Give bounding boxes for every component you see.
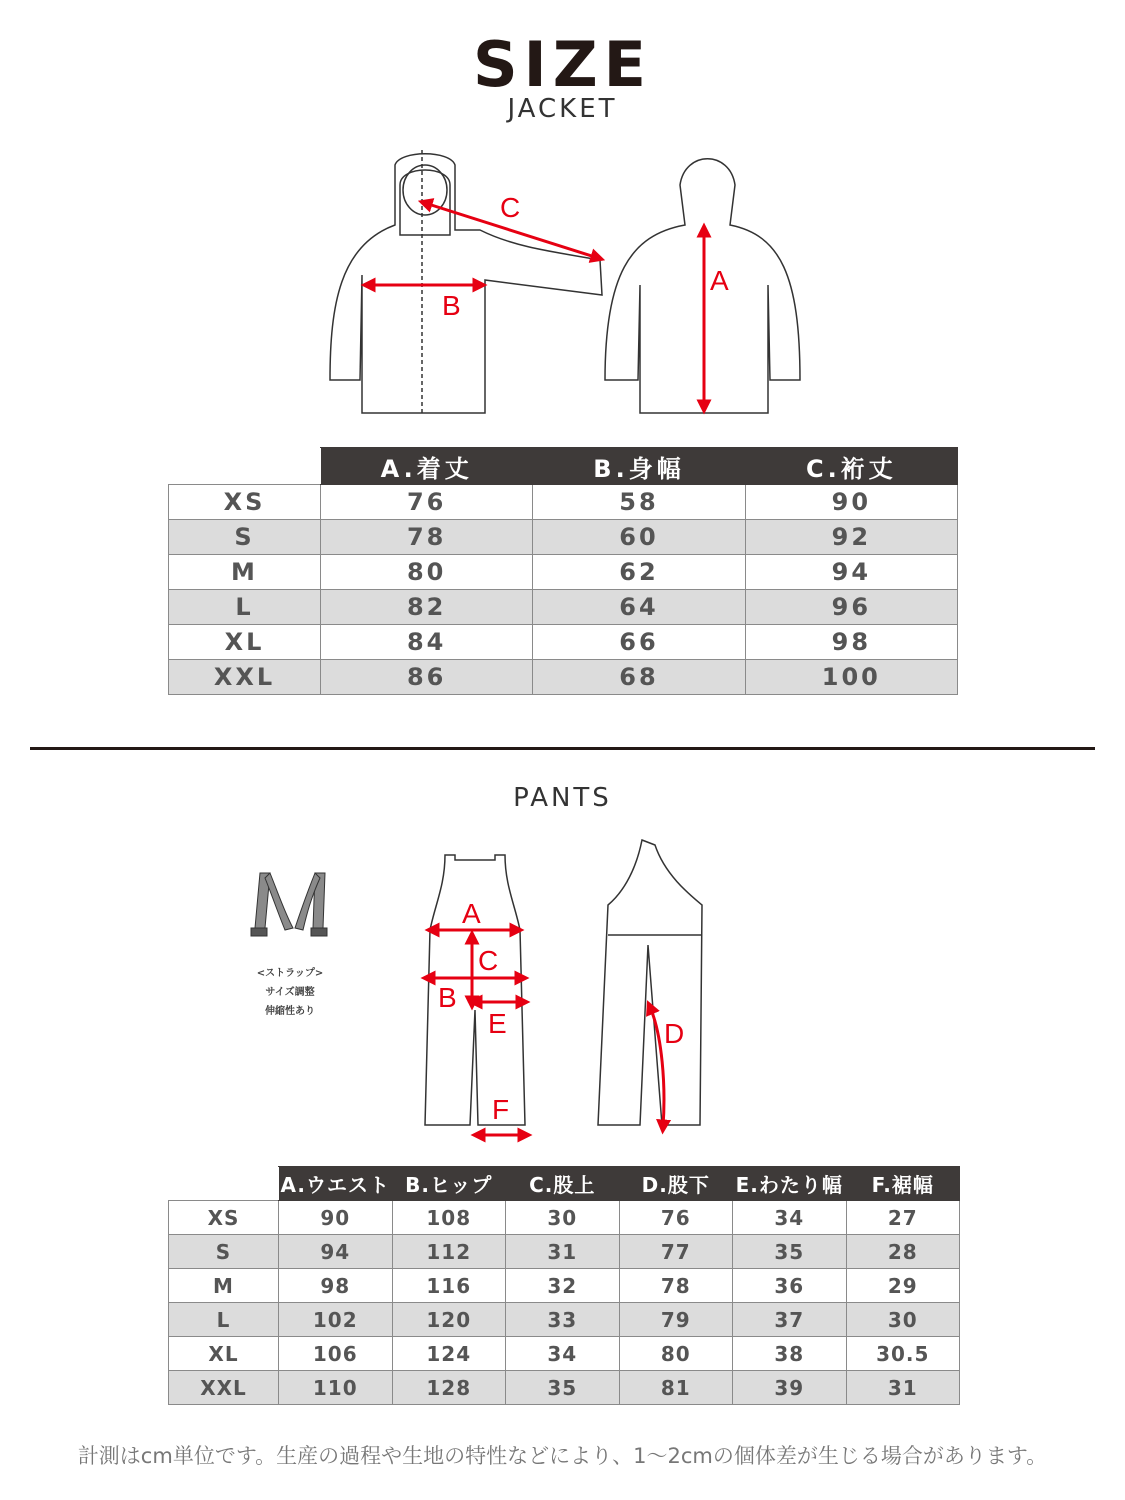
table-row bbox=[169, 625, 958, 660]
size-cell: L bbox=[169, 1303, 279, 1337]
value-cell: 29 bbox=[846, 1269, 960, 1303]
value-cell: 78 bbox=[321, 520, 533, 555]
value-cell: 90 bbox=[279, 1201, 393, 1235]
pants-label-d: D bbox=[664, 1018, 685, 1049]
value-cell: 86 bbox=[321, 660, 533, 695]
value-cell: 36 bbox=[733, 1269, 847, 1303]
size-cell: M bbox=[169, 555, 321, 590]
value-cell: 33 bbox=[506, 1303, 620, 1337]
value-cell: 35 bbox=[733, 1235, 847, 1269]
value-cell: 92 bbox=[745, 520, 957, 555]
value-cell: 94 bbox=[279, 1235, 393, 1269]
header-blank bbox=[169, 448, 321, 485]
value-cell: 37 bbox=[733, 1303, 847, 1337]
value-cell: 58 bbox=[533, 485, 745, 520]
header-sleeve: C.裄丈 bbox=[745, 448, 957, 485]
header-width: B.身幅 bbox=[533, 448, 745, 485]
header-hem: F.裾幅 bbox=[846, 1167, 960, 1201]
pants-label-f: F bbox=[492, 1094, 510, 1125]
value-cell: 90 bbox=[745, 485, 957, 520]
value-cell: 128 bbox=[392, 1371, 506, 1405]
value-cell: 110 bbox=[279, 1371, 393, 1405]
pants-label-e: E bbox=[488, 1008, 507, 1039]
value-cell: 98 bbox=[279, 1269, 393, 1303]
pants-label-c: C bbox=[478, 945, 499, 976]
value-cell: 76 bbox=[321, 485, 533, 520]
header-waist: A.ウエスト bbox=[279, 1167, 393, 1201]
value-cell: 34 bbox=[733, 1201, 847, 1235]
value-cell: 34 bbox=[506, 1337, 620, 1371]
table-row bbox=[169, 590, 958, 625]
table-header-row bbox=[169, 448, 958, 485]
jacket-label-a: A bbox=[710, 265, 729, 296]
value-cell: 64 bbox=[533, 590, 745, 625]
jacket-subtitle: JACKET bbox=[507, 94, 618, 124]
value-cell: 62 bbox=[533, 555, 745, 590]
strap-icon bbox=[245, 868, 335, 948]
value-cell: 78 bbox=[619, 1269, 733, 1303]
table-row bbox=[169, 1337, 960, 1371]
value-cell: 77 bbox=[619, 1235, 733, 1269]
value-cell: 35 bbox=[506, 1371, 620, 1405]
value-cell: 80 bbox=[619, 1337, 733, 1371]
value-cell: 94 bbox=[745, 555, 957, 590]
header-hip: B.ヒップ bbox=[392, 1167, 506, 1201]
header-thigh: E.わたり幅 bbox=[733, 1167, 847, 1201]
jacket-label-b: B bbox=[442, 290, 461, 321]
value-cell: 30.5 bbox=[846, 1337, 960, 1371]
value-cell: 112 bbox=[392, 1235, 506, 1269]
value-cell: 84 bbox=[321, 625, 533, 660]
table-row bbox=[169, 660, 958, 695]
pants-label-a: A bbox=[462, 898, 481, 929]
value-cell: 39 bbox=[733, 1371, 847, 1405]
value-cell: 82 bbox=[321, 590, 533, 625]
pants-diagram bbox=[400, 835, 740, 1145]
value-cell: 120 bbox=[392, 1303, 506, 1337]
header-blank bbox=[169, 1167, 279, 1201]
value-cell: 100 bbox=[745, 660, 957, 695]
strap-note-1: <ストラップ> bbox=[256, 968, 324, 979]
value-cell: 102 bbox=[279, 1303, 393, 1337]
size-cell: XL bbox=[169, 625, 321, 660]
page-title: SIZE bbox=[472, 28, 653, 101]
value-cell: 27 bbox=[846, 1201, 960, 1235]
table-header-row bbox=[169, 1167, 960, 1201]
value-cell: 96 bbox=[745, 590, 957, 625]
value-cell: 79 bbox=[619, 1303, 733, 1337]
table-row bbox=[169, 1371, 960, 1405]
value-cell: 98 bbox=[745, 625, 957, 660]
value-cell: 116 bbox=[392, 1269, 506, 1303]
value-cell: 32 bbox=[506, 1269, 620, 1303]
value-cell: 31 bbox=[846, 1371, 960, 1405]
measurement-footnote: 計測はcm単位です。生産の過程や生地の特性などにより、1～2cmの個体差が生じる場合があります。 bbox=[77, 1444, 1048, 1468]
value-cell: 38 bbox=[733, 1337, 847, 1371]
size-cell: S bbox=[169, 1235, 279, 1269]
strap-note-2: サイズ調整 bbox=[265, 987, 315, 998]
size-cell: XS bbox=[169, 485, 321, 520]
header-rise: C.股上 bbox=[506, 1167, 620, 1201]
pants-back-outline bbox=[598, 840, 702, 1125]
table-row bbox=[169, 1235, 960, 1269]
table-row bbox=[169, 485, 958, 520]
size-cell: XXL bbox=[169, 1371, 279, 1405]
table-row bbox=[169, 520, 958, 555]
size-cell: M bbox=[169, 1269, 279, 1303]
value-cell: 30 bbox=[506, 1201, 620, 1235]
size-cell: XS bbox=[169, 1201, 279, 1235]
section-divider bbox=[30, 747, 1095, 750]
pants-size-table bbox=[168, 1166, 960, 1405]
header-length: A.着丈 bbox=[321, 448, 533, 485]
value-cell: 66 bbox=[533, 625, 745, 660]
jacket-size-table bbox=[168, 447, 958, 695]
jacket-diagram bbox=[300, 145, 820, 425]
table-row bbox=[169, 1201, 960, 1235]
strap-note-3: 伸縮性あり bbox=[265, 1006, 315, 1017]
value-cell: 81 bbox=[619, 1371, 733, 1405]
jacket-front-outline bbox=[330, 150, 602, 413]
value-cell: 124 bbox=[392, 1337, 506, 1371]
table-row bbox=[169, 555, 958, 590]
size-cell: S bbox=[169, 520, 321, 555]
value-cell: 106 bbox=[279, 1337, 393, 1371]
table-row bbox=[169, 1303, 960, 1337]
jacket-label-c: C bbox=[500, 192, 521, 223]
value-cell: 80 bbox=[321, 555, 533, 590]
size-cell: XXL bbox=[169, 660, 321, 695]
value-cell: 28 bbox=[846, 1235, 960, 1269]
value-cell: 30 bbox=[846, 1303, 960, 1337]
pants-subtitle: PANTS bbox=[513, 783, 612, 813]
value-cell: 68 bbox=[533, 660, 745, 695]
value-cell: 76 bbox=[619, 1201, 733, 1235]
table-row bbox=[169, 1269, 960, 1303]
header-inseam: D.股下 bbox=[619, 1167, 733, 1201]
value-cell: 31 bbox=[506, 1235, 620, 1269]
size-cell: L bbox=[169, 590, 321, 625]
size-cell: XL bbox=[169, 1337, 279, 1371]
value-cell: 60 bbox=[533, 520, 745, 555]
value-cell: 108 bbox=[392, 1201, 506, 1235]
pants-label-b: B bbox=[438, 982, 457, 1013]
